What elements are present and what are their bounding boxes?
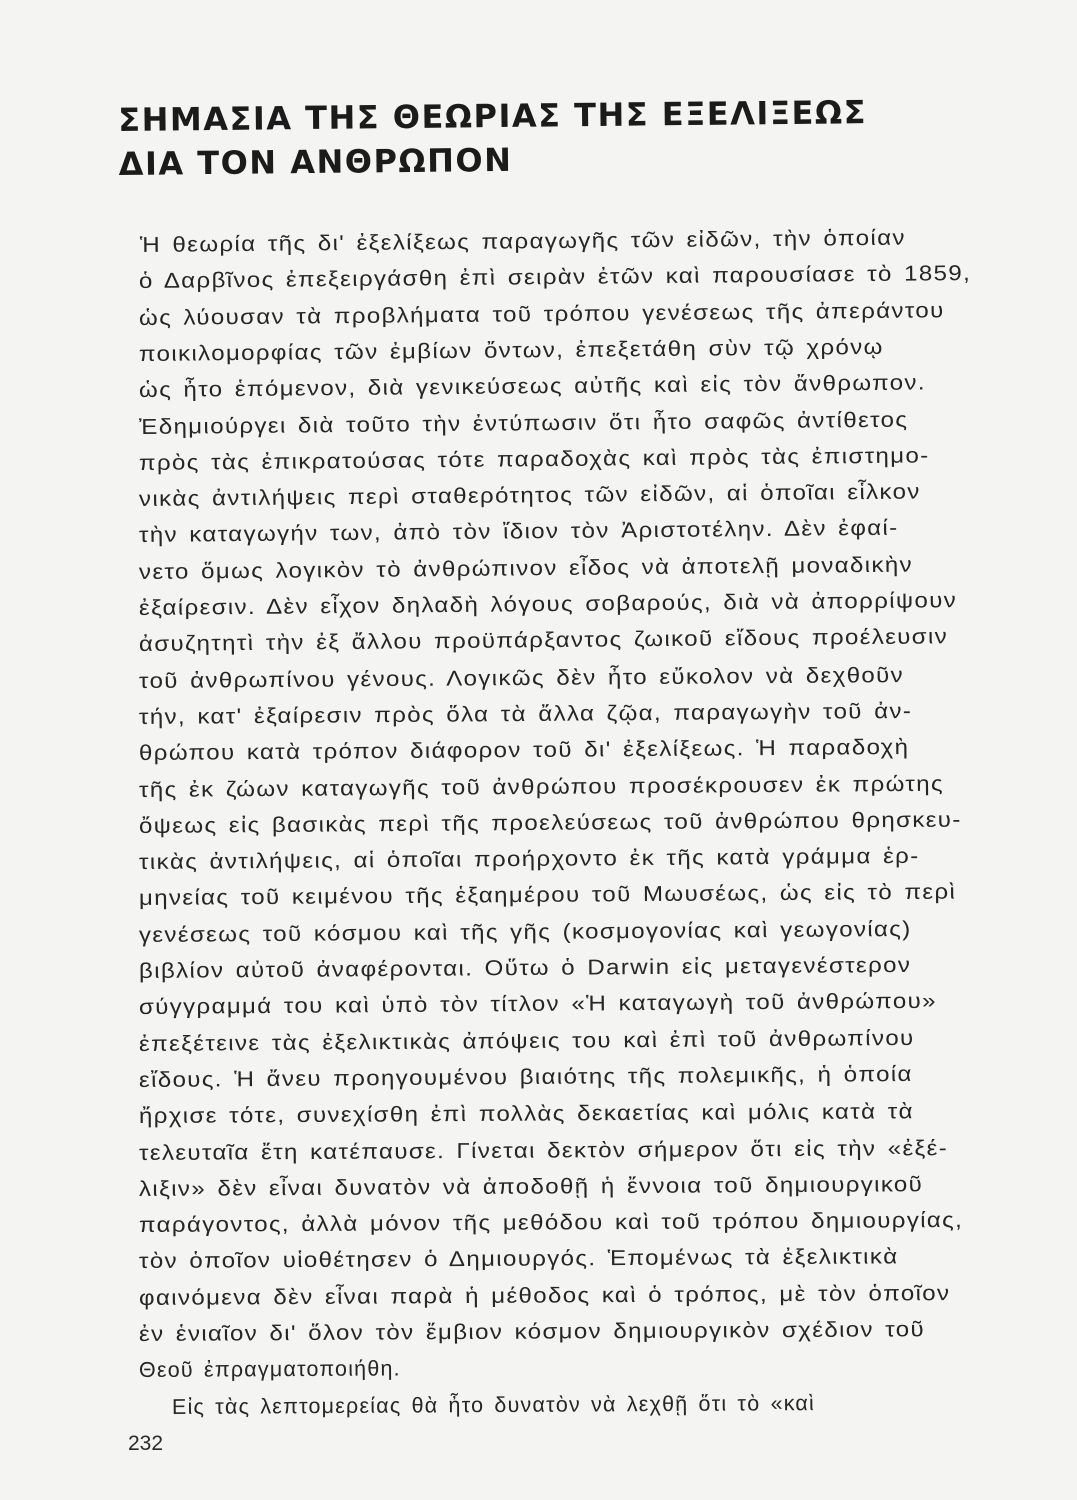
- body-line: Ἡ θεωρία τῆς δι' ἐξελίξεως παραγωγῆς τῶν εἰδῶν, τὴν ὁποίαν: [139, 225, 906, 257]
- body-line: τῆς ἐκ ζώων καταγωγῆς τοῦ ἀνθρώπου προσέκρουσεν ἐκ πρώτης: [138, 771, 945, 802]
- body-line: σύγγραμμά του καὶ ὑπὸ τὸν τίτλον «Ἡ καταγωγὴ τοῦ ἀνθρώπου»: [138, 989, 937, 1020]
- body-line: ἐπεξέτεινε τὰς ἐξελικτικὰς ἀπόψεις του καὶ ἐπὶ τοῦ ἀνθρωπίνου: [138, 1025, 915, 1056]
- body-line: γενέσεως τοῦ κόσμου καὶ τῆς γῆς (κοσμογονίας καὶ γεωγονίας): [138, 916, 912, 947]
- chapter-title-line-1: ΣΗΜΑΣΙΑ ΤΗΣ ΘΕΩΡΙΑΣ ΤΗΣ ΕΞΕΛΙΞΕΩΣ: [118, 93, 868, 139]
- body-line: νικὰς ἀντιλήψεις περὶ σταθερότητος τῶν εἰδῶν, αἱ ὁποῖαι εἷλκον: [138, 479, 921, 512]
- body-line: τήν, κατ' ἐξαίρεσιν πρὸς ὅλα τὰ ἄλλα ζῷα, παραγωγὴν τοῦ ἀν-: [138, 698, 913, 729]
- body-line: εἴδους. Ἡ ἄνευ προηγουμένου βιαιότης τῆς πολεμικῆς, ἡ ὁποία: [138, 1061, 913, 1092]
- body-line: τελευταῖα ἔτη κατέπαυσε. Γίνεται δεκτὸν σήμερον ὅτι εἰς τὴν «ἐξέ-: [138, 1135, 949, 1165]
- body-line: Ἐδημιούργει διὰ τοῦτο τὴν ἐντύπωσιν ὅτι ἦτο σαφῶς ἀντίθετος: [138, 407, 909, 439]
- body-line: λιξιν» δὲν εἶναι δυνατὸν νὰ ἀποδοθῇ ἡ ἔννοια τοῦ δημιουργικοῦ: [138, 1172, 924, 1201]
- body-line: ἤρχισε τότε, συνεχίσθη ἐπὶ πολλὰς δεκαετίας καὶ μόλις κατὰ τὰ: [138, 1099, 914, 1129]
- body-line: φαινόμενα δὲν εἶναι παρὰ ἡ μέθοδος καὶ ὁ τρόπος, μὲ τὸν ὁποῖον: [138, 1280, 951, 1310]
- body-line: ὡς λύουσαν τὰ προβλήματα τοῦ τρόπου γενέσεως τῆς ἀπεράντου: [138, 297, 945, 330]
- body-line: νετο ὅμως λογικὸν τὸ ἀνθρώπινον εἶδος νὰ ἀποτελῇ μοναδικὴν: [138, 552, 914, 584]
- body-line: τοῦ ἀνθρωπίνου γένους. Λογικῶς δὲν ἦτο εὔκολον νὰ δεχθοῦν: [138, 662, 905, 693]
- body-line: θρώπου κατὰ τρόπον διάφορον τοῦ δι' ἐξελίξεως. Ἡ παραδοχὴ: [138, 735, 910, 766]
- page-number: 232: [128, 1432, 164, 1455]
- body-line: ὁ Δαρβῖνος ἐπεξειργάσθη ἐπὶ σειρὰν ἐτῶν καὶ παρουσίασε τὸ 1859,: [138, 261, 972, 294]
- chapter-title-line-2: ΔΙΑ ΤΟΝ ΑΝΘΡΩΠΟΝ: [118, 140, 513, 183]
- body-line: ἐξαίρεσιν. Δὲν εἶχον δηλαδὴ λόγους σοβαρούς, διὰ νὰ ἀπορρίψουν: [138, 588, 958, 620]
- body-line: ὄψεως εἰς βασικὰς περὶ τῆς προελεύσεως τοῦ ἀνθρώπου θρησκευ-: [138, 807, 962, 838]
- body-line: πρὸς τὰς ἐπικρατούσας τότε παραδοχὰς καὶ πρὸς τὰς ἐπιστημο-: [138, 443, 930, 475]
- body-line: Θεοῦ ἐπραγματοποιήθη.: [138, 1356, 401, 1383]
- body-line: ἀσυζητητὶ τὴν ἐξ ἄλλου προϋπάρξαντος ζωικοῦ εἴδους προέλευσιν: [138, 624, 949, 657]
- body-line: βιβλίον αὐτοῦ ἀναφέρονται. Οὕτω ὁ Darwin εἰς μεταγενέστερον: [138, 952, 912, 983]
- body-line: τὴν καταγωγήν των, ἀπὸ τὸν ἴδιον τὸν Ἀριστοτέλην. Δὲν ἐφαί-: [138, 516, 899, 548]
- body-line: τικὰς ἀντιλήψεις, αἱ ὁποῖαι προήρχοντο ἐκ τῆς κατὰ γράμμα ἑρ-: [138, 843, 920, 875]
- body-line: ἐν ἑνιαῖον δι' ὅλον τὸν ἔμβιον κόσμον δημιουργικὸν σχέδιον τοῦ: [138, 1317, 926, 1346]
- body-line: μηνείας τοῦ κειμένου τῆς ἑξαημέρου τοῦ Μωυσέως, ὡς εἰς τὸ περὶ: [138, 879, 957, 911]
- body-line: ὡς ἦτο ἑπόμενον, διὰ γενικεύσεως αὐτῆς καὶ εἰς τὸν ἄνθρωπον.: [138, 370, 926, 403]
- body-line: παράγοντος, ἀλλὰ μόνον τῆς μεθόδου καὶ τοῦ τρόπου δημιουργίας,: [138, 1208, 964, 1238]
- body-line: ποικιλομορφίας τῶν ἐμβίων ὄντων, ἐπεξετάθη σὺν τῷ χρόνῳ: [138, 334, 884, 366]
- body-line: Εἰς τὰς λεπτομερείας θὰ ἦτο δυνατὸν νὰ λεχθῇ ὅτι τὸ «καὶ: [171, 1390, 816, 1419]
- body-line: τὸν ὁποῖον υἱοθέτησεν ὁ Δημιουργός. Ἑπομένως τὰ ἐξελικτικὰ: [138, 1244, 899, 1274]
